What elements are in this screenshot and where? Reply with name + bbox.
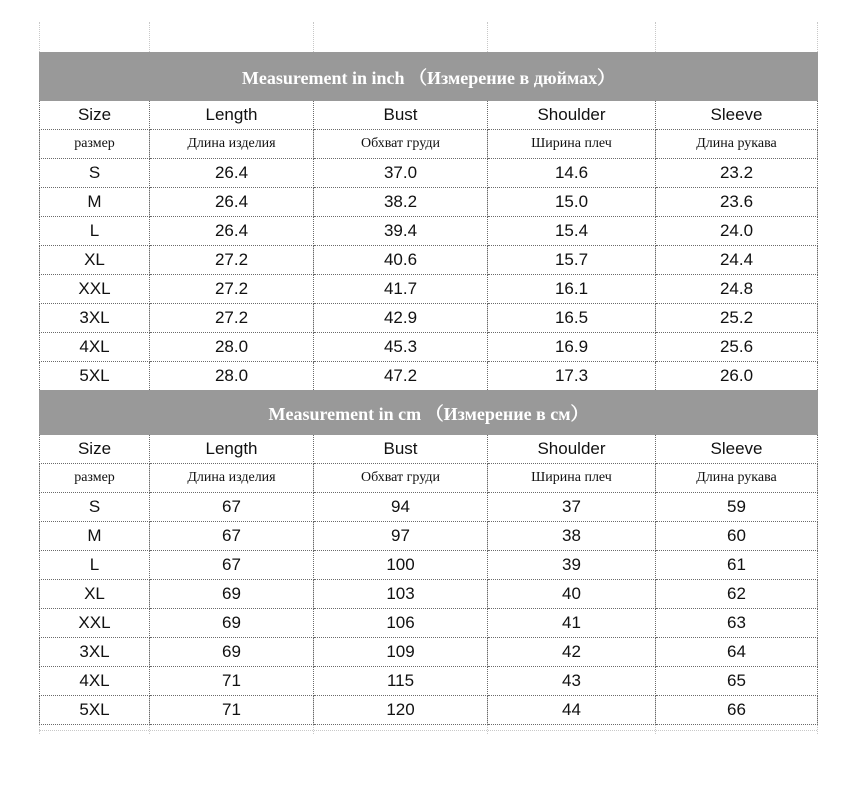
cell-size: M — [40, 522, 150, 551]
header-ru-shoulder: Ширина плеч — [488, 130, 656, 159]
cell-shoulder: 44 — [488, 696, 656, 725]
cell-sleeve: 65 — [656, 667, 818, 696]
cell-length: 26.4 — [150, 159, 314, 188]
table-row — [40, 159, 818, 188]
header-sleeve: Sleeve — [656, 101, 818, 130]
header-ru-sleeve: Длина рукава — [656, 130, 818, 159]
cell-shoulder: 43 — [488, 667, 656, 696]
cell-shoulder: 38 — [488, 522, 656, 551]
cell-shoulder: 41 — [488, 609, 656, 638]
cell-length: 69 — [150, 609, 314, 638]
header-ru-length: Длина изделия — [150, 464, 314, 493]
cell-bust: 41.7 — [314, 275, 488, 304]
cell-length: 28.0 — [150, 362, 314, 391]
cell-size: M — [40, 188, 150, 217]
cell-size: XXL — [40, 609, 150, 638]
cell-shoulder: 17.3 — [488, 362, 656, 391]
cell-size: L — [40, 551, 150, 580]
cell-sleeve: 26.0 — [656, 362, 818, 391]
header-ru-size: размер — [40, 464, 150, 493]
cell-shoulder: 15.4 — [488, 217, 656, 246]
cell-shoulder: 15.0 — [488, 188, 656, 217]
cell-bust: 40.6 — [314, 246, 488, 275]
cell-bust: 106 — [314, 609, 488, 638]
table-row — [40, 188, 818, 217]
table-row — [40, 246, 818, 275]
cell-sleeve: 23.6 — [656, 188, 818, 217]
header-ru-row — [40, 464, 818, 493]
cell-bust: 109 — [314, 638, 488, 667]
cell-size: 3XL — [40, 638, 150, 667]
header-row — [40, 435, 818, 464]
header-ru-size: размер — [40, 130, 150, 159]
header-length: Length — [150, 101, 314, 130]
header-bust: Bust — [314, 435, 488, 464]
table-row — [40, 551, 818, 580]
cell-bust: 120 — [314, 696, 488, 725]
cell-length: 27.2 — [150, 246, 314, 275]
cell-sleeve: 66 — [656, 696, 818, 725]
cell-bust: 103 — [314, 580, 488, 609]
cell-bust: 42.9 — [314, 304, 488, 333]
header-shoulder: Shoulder — [488, 435, 656, 464]
cell-length: 67 — [150, 493, 314, 522]
table-row — [40, 580, 818, 609]
table-row — [40, 638, 818, 667]
cell-length: 69 — [150, 638, 314, 667]
size-table — [39, 52, 818, 725]
section-title-row — [40, 53, 818, 101]
header-ru-shoulder: Ширина плеч — [488, 464, 656, 493]
header-ru-sleeve: Длина рукава — [656, 464, 818, 493]
cell-size: XL — [40, 580, 150, 609]
cell-length: 71 — [150, 667, 314, 696]
cell-length: 67 — [150, 551, 314, 580]
header-ru-bust: Обхват груди — [314, 464, 488, 493]
header-length: Length — [150, 435, 314, 464]
cell-size: 4XL — [40, 667, 150, 696]
cell-sleeve: 61 — [656, 551, 818, 580]
cell-size: XXL — [40, 275, 150, 304]
header-ru-row — [40, 130, 818, 159]
cell-bust: 97 — [314, 522, 488, 551]
cell-bust: 45.3 — [314, 333, 488, 362]
cell-bust: 38.2 — [314, 188, 488, 217]
cell-sleeve: 24.0 — [656, 217, 818, 246]
cell-size: 5XL — [40, 362, 150, 391]
cell-sleeve: 64 — [656, 638, 818, 667]
cell-length: 67 — [150, 522, 314, 551]
cell-size: 4XL — [40, 333, 150, 362]
header-ru-length: Длина изделия — [150, 130, 314, 159]
header-row — [40, 101, 818, 130]
cell-size: S — [40, 159, 150, 188]
cell-size: S — [40, 493, 150, 522]
cell-shoulder: 37 — [488, 493, 656, 522]
cell-size: XL — [40, 246, 150, 275]
table-row — [40, 609, 818, 638]
cell-bust: 39.4 — [314, 217, 488, 246]
cell-shoulder: 16.9 — [488, 333, 656, 362]
cell-sleeve: 24.8 — [656, 275, 818, 304]
guide-line — [39, 730, 817, 731]
cell-length: 69 — [150, 580, 314, 609]
cell-sleeve: 63 — [656, 609, 818, 638]
cell-bust: 47.2 — [314, 362, 488, 391]
cell-length: 26.4 — [150, 217, 314, 246]
cell-shoulder: 40 — [488, 580, 656, 609]
header-size: Size — [40, 101, 150, 130]
cell-bust: 115 — [314, 667, 488, 696]
cell-shoulder: 14.6 — [488, 159, 656, 188]
table-row — [40, 493, 818, 522]
cell-length: 28.0 — [150, 333, 314, 362]
cell-size: 5XL — [40, 696, 150, 725]
header-bust: Bust — [314, 101, 488, 130]
cell-shoulder: 39 — [488, 551, 656, 580]
section-title-row — [40, 391, 818, 435]
table-row — [40, 667, 818, 696]
cell-sleeve: 25.2 — [656, 304, 818, 333]
section-title: Measurement in cm （Измерение в см） — [40, 391, 818, 435]
table-row — [40, 522, 818, 551]
table-row — [40, 696, 818, 725]
cell-sleeve: 62 — [656, 580, 818, 609]
cell-size: L — [40, 217, 150, 246]
header-size: Size — [40, 435, 150, 464]
cell-sleeve: 25.6 — [656, 333, 818, 362]
cell-length: 27.2 — [150, 275, 314, 304]
cell-shoulder: 16.5 — [488, 304, 656, 333]
cell-bust: 94 — [314, 493, 488, 522]
cell-size: 3XL — [40, 304, 150, 333]
header-shoulder: Shoulder — [488, 101, 656, 130]
cell-sleeve: 60 — [656, 522, 818, 551]
cell-sleeve: 24.4 — [656, 246, 818, 275]
header-ru-bust: Обхват груди — [314, 130, 488, 159]
cell-bust: 100 — [314, 551, 488, 580]
table-row — [40, 362, 818, 391]
table-row — [40, 304, 818, 333]
header-sleeve: Sleeve — [656, 435, 818, 464]
size-chart — [39, 52, 817, 725]
cell-shoulder: 16.1 — [488, 275, 656, 304]
cell-length: 27.2 — [150, 304, 314, 333]
table-row — [40, 275, 818, 304]
cell-bust: 37.0 — [314, 159, 488, 188]
table-row — [40, 333, 818, 362]
cell-length: 26.4 — [150, 188, 314, 217]
cell-shoulder: 15.7 — [488, 246, 656, 275]
cell-sleeve: 59 — [656, 493, 818, 522]
cell-sleeve: 23.2 — [656, 159, 818, 188]
cell-shoulder: 42 — [488, 638, 656, 667]
cell-length: 71 — [150, 696, 314, 725]
table-row — [40, 217, 818, 246]
section-title: Measurement in inch （Измерение в дюймах） — [40, 53, 818, 101]
